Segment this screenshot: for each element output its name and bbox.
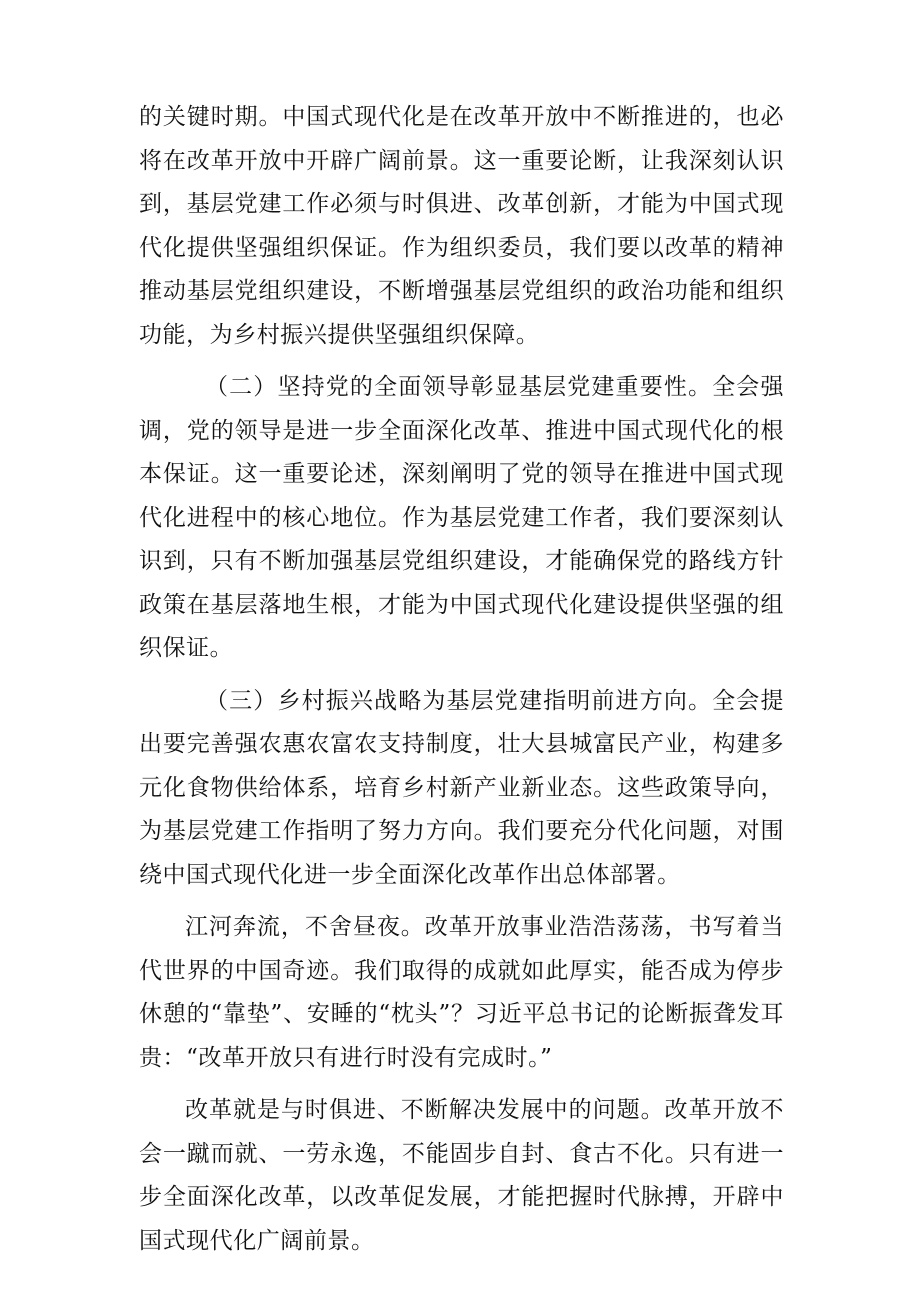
paragraph-continuation: 的关键时期。中国式现代化是在改革开放中不断推进的，也必将在改革开放中开辟广阔前景。这一重要论断，让我深刻认识到，基层党建工作必须与时俱进、改革创新，才能为中国式现代化提供坚强组织保证。作为组织委员，我们要以改革的精神推动基层党组织建设，不断增强基层党组织的政治功能和组织功能，为乡村振兴提供坚强组织保障。 (139, 104, 784, 348)
paragraph-reform: 改革就是与时俱进、不断解决发展中的问题。改革开放不会一蹴而就、一劳永逸，不能固步自封、食古不化。只有进一步全面深化改革，以改革促发展，才能把握时代脉搏，开辟中国式现代化广阔前景。 (139, 1097, 784, 1254)
paragraph-section-three: （三）乡村振兴战略为基层党建指明前进方向。全会提出要完善强农惠农富农支持制度，壮大县城富民产业，构建多元化食物供给体系，培育乡村新产业新业态。这些政策导向，为基层党建工作指明了努力方向。我们要充分代化问题，对围绕中国式现代化进一步全面深化改革作出总体部署。 (139, 687, 784, 888)
document-body (139, 96, 784, 1263)
paragraph-section-two: （二）坚持党的全面领导彰显基层党建重要性。全会强调，党的领导是进一步全面深化改革、推进中国式现代化的根本保证。这一重要论述，深刻阐明了党的领导在推进中国式现代化进程中的核心地位。作为基层党建工作者，我们要深刻认识到，只有不断加强基层党组织建设，才能确保党的路线方针政策在基层落地生根，才能为中国式现代化建设提供坚强的组织保证。 (139, 374, 784, 661)
paragraph-rivers: 江河奔流，不舍昼夜。改革开放事业浩浩荡荡，书写着当代世界的中国奇迹。我们取得的成就如此厚实，能否成为停步休憩的“靠垫”、安睡的“枕头”？习近平总书记的论断振聋发耳贵：“改革开放只有进行时没有完成时。” (139, 914, 784, 1071)
